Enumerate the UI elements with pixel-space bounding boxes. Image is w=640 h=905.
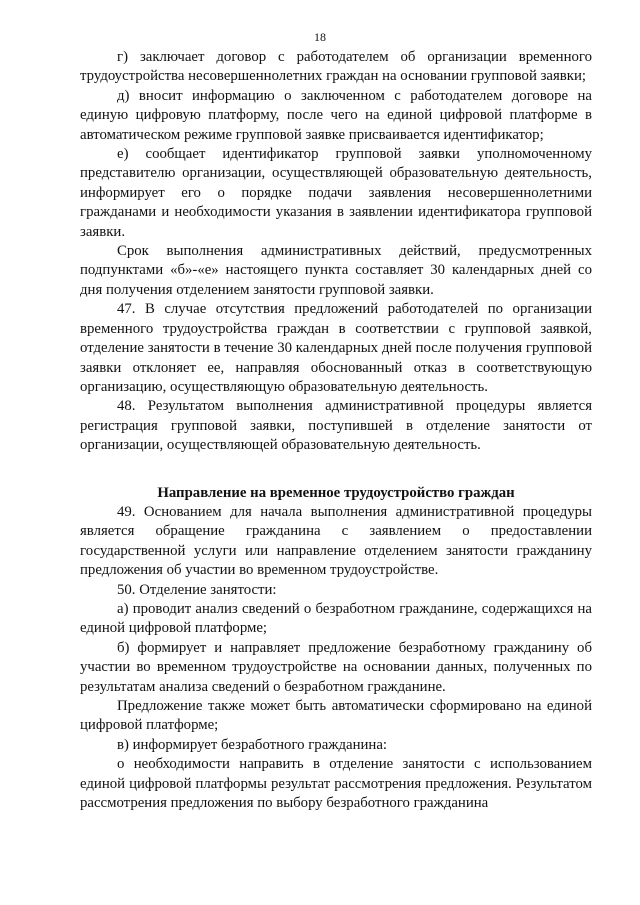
paragraph-clause-d: д) вносит информацию о заключенном с работодателем договоре на единую цифровую платформу, после чего на единой цифровой платформе в автоматическом режиме групповой заявке присваивается идентификатор; [80,87,592,143]
paragraph-necessity: о необходимости направить в отделение занятости с использованием единой цифровой платформы результат рассмотрения предложения. Результатом рассмотрения предложения по выбору безработного гражданина [80,756,592,812]
paragraph-clause-a: а) проводит анализ сведений о безработном гражданине, содержащихся на единой цифровой платформе; [80,600,592,637]
paragraph-clause-v: в) информирует безработного гражданина: [117,736,388,753]
paragraph-deadline: Срок выполнения административных действий, предусмотренных подпунктами «б»-«е» настоящего пункта составляет 30 календарных дней со дня получения отделением занятости групповой заявки. [80,243,592,298]
paragraph-item-48: 48. Результатом выполнения административной процедуры является регистрация групповой заявки, поступившей в отделение занятости от организации, осуществляющей образовательную деятельность. [80,398,592,454]
page-number: 18 [314,30,326,44]
paragraph-item-47: 47. В случае отсутствия предложений работодателей по организации временного трудоустройства граждан в соответствии с групповой заявкой, отделение занятости в течение 30 календарных дней после получения групповой заявки отклоняет ее, направляя обоснованный отказ в соответствующую организацию, осуществляющую образовательную деятельность. [80,301,592,395]
paragraph-clause-g: г) заключает договор с работодателем об организации временного трудоустройства несовершеннолетних граждан на основании групповой заявки; [80,49,592,85]
paragraph-clause-b: б) формирует и направляет предложение безработному гражданину об участии во временном трудоустройстве на основании данных, полученных по результатам анализа сведений о безработном гражданине. [80,639,592,695]
section-heading: Направление на временное трудоустройство граждан [157,484,515,501]
paragraph-clause-e: е) сообщает идентификатор групповой заявки уполномоченному представителю организации, осуществляющей образовательную деятельность, информирует его о порядке подачи заявления несовершеннолетними гражданами и необходимости указания в заявлении идентификатора групповой заявки. [80,146,592,240]
paragraph-proposal-auto: Предложение также может быть автоматически сформировано на единой цифровой платформе; [80,698,592,734]
paragraph-item-50: 50. Отделение занятости: [117,581,277,598]
paragraph-item-49: 49. Основанием для начала выполнения административной процедуры является обращение гражданина с заявлением о предоставлении государственной услуги или направление отделением занятости гражданину предложения об участии во временном трудоустройстве. [80,503,592,579]
page-content [80,48,592,813]
